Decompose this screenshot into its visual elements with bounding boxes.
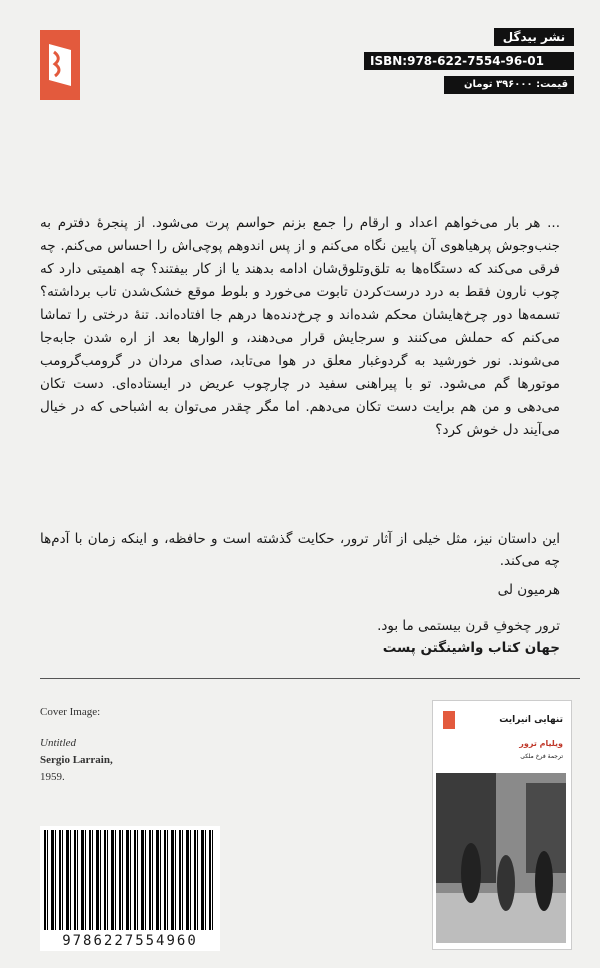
thumbnail-photo: [436, 773, 566, 943]
street-photo-icon: [436, 773, 566, 943]
isbn: ISBN:978-622-7554-96-01: [364, 52, 574, 70]
publisher-logo: [40, 30, 80, 100]
thumbnail-logo: [443, 711, 455, 729]
barcode-bars: [44, 830, 216, 930]
blurb-1-author: هرمیون لی: [497, 582, 560, 598]
cover-image-credit: [40, 704, 113, 786]
blurb-1-text: این داستان نیز، مثل خیلی از آثار ترور، حکایت گذشته است و حافظه، و اینکه زمان با آدم‌ها چه می‌کند.: [40, 531, 560, 569]
barcode: [40, 826, 220, 951]
credit-artist: Sergio Larrain,: [40, 754, 113, 766]
front-cover-thumbnail: [432, 700, 572, 950]
credit-label: Cover Image:: [40, 706, 101, 718]
blurb-2-source: جهان کتاب واشینگتن پست: [382, 640, 560, 656]
credit-title: Untitled: [40, 737, 77, 749]
thumbnail-subtitle: ترجمهٔ فرخ ملکی: [520, 753, 563, 760]
blurb-2-text: ترور چخوفِ قرن بیستمی ما بود.: [377, 618, 560, 634]
blurb-2: [40, 615, 560, 659]
thumbnail-book-title: ویلیام ترور: [519, 739, 563, 748]
thumbnail-series: تنهایی انیرایت: [499, 715, 563, 725]
barcode-number: 9786227554960: [62, 933, 198, 949]
publisher-name: نشر بیدگل: [494, 28, 574, 46]
publisher-info: [364, 28, 574, 100]
book-icon: [45, 40, 75, 90]
credit-year: 1959.: [40, 771, 65, 783]
back-cover-excerpt: ... هر بار می‌خواهم اعداد و ارقام را جمع بزنم حواسم پرت می‌شود. از پنجرهٔ دفترم به جنب‌وجوش پرهیاهوی آن پایین نگاه می‌کنم و از پس اندوهم پوچی‌اش را احساس می‌کنم. چه فرقی می‌کند که دستگاه‌ها به تلق‌وتلوق‌شان ادامه بدهند یا از کار بیفتند؟ چه اهمیتی دارد که چوب نارون فقط به درد درست‌کردن تابوت می‌خورد و بلوط موقع خشک‌شدن تاب برداشته؟ تسمه‌ها دور چرخ‌هایشان محکم شده‌اند و چرخ‌دنده‌ها درهم جا افتاده‌اند. تنهٔ درختی را تماشا می‌کنم که حملش می‌کنند و سرجایش قرار می‌دهند، و الوارها بعد از اره شدن جابه‌جا می‌شوند. نور خورشید به گردوغبار معلق در هوا می‌تابد، صدای مردان در گرومب‌گرومب موتورها گم می‌شود. تو با پیراهنی سفید در چارچوب عریض در ایستاده‌ای. دست تکان می‌دهی و من هم برایت دست تکان می‌دهم. اما مگر چقدر می‌توان به اشباحی که در خیال می‌آیند دل خوش کرد؟: [40, 215, 560, 438]
price: قیمت: ۳۹۶۰۰۰ تومان: [444, 76, 574, 94]
divider: [40, 678, 580, 679]
